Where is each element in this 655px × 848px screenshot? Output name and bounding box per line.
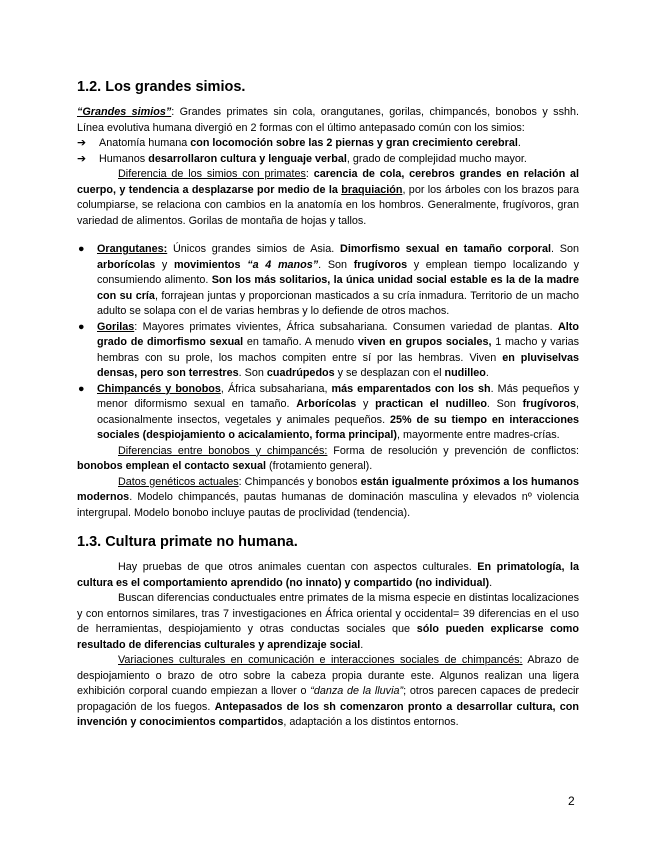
arrow-item-culture: ➔ Humanos desarrollaron cultura y lenguaje verbal, grado de complejidad mucho mayor. — [77, 152, 579, 168]
culture-paragraph-2: Buscan diferencias conductuales entre primates de la misma especie en distintas localizaciones y con entornos similares, tras 7 investigaciones en África oriental y occidental= 39 diferencias en el uso de herramientas, despiojamiento y otras conductas sociales que sólo pueden explicarse como resultado de diferencias culturales y aprendizaje social. — [77, 592, 579, 651]
differences-paragraph: Diferencia de los simios con primates: carencia de cola, cerebros grandes en relación al cuerpo, y tendencia a desplazarse por medio de la braquiación, por los árboles con los brazos para columpiarse, se relaciona con cambios en la anatomía en los hombros. Generalmente, frugívoros, gran variedad de alimentos. Gorilas de montaña de hojas y tallos. — [77, 168, 580, 227]
arrow-item-anatomy: ➔ Anatomía humana con locomoción sobre las 2 piernas y gran crecimiento cerebral. — [77, 136, 579, 152]
intro-paragraph: “Grandes simios”: Grandes primates sin cola, orangutanes, gorilas, chimpancés, bonobos y sshh. Línea evolutiva humana divergió en 2 formas con el último antepasado común con los simios: — [77, 106, 579, 134]
bullet-icon: ● — [78, 243, 85, 255]
arrow-right-icon: ➔ — [77, 137, 87, 149]
list-item-chimpances: ● Chimpancés y bonobos, África subsahariana, más emparentados con los sh. Más pequeños y menor diformismo sexual en tamaño. Arborícolas y practican el nudilleo. Son frugívoros, ocasionalmente insectos, vegetales y animales pequeños. 25% de su tiempo en interacciones sociales (despiojamiento o acicalamiento, forma principal), mayormente entre madres-crías. — [78, 382, 579, 441]
culture-paragraph-3: Variaciones culturales en comunicación e interacciones sociales de chimpancés: Abrazo de despiojamiento o brazo de otro sobre la cabeza propia durante este. Algunos realizan una ligera exhibición corporal cuando empiezan a llover o “danza de la lluvia”; otros parecen capaces de predecir propagación de los fuegos. Antepasados de los sh comenzaron pronto a desarrollar cultura, con invención y conocimientos compartidos, adaptación a los distintos entornos. — [77, 654, 580, 728]
bullet-icon: ● — [78, 382, 85, 395]
list-item-orangutanes: ● Orangutanes: Únicos grandes simios de Asia. Dimorfismo sexual en tamaño corporal. Son arborícolas y movimientos “a 4 manos”. Son frugívoros y emplean tiempo localizando y consumiendo alimento. Son los más solitarios, la única unidad social estable es la de la madre con su cría, forrajean juntas y proporcionan masticados a su cría inmadura. Territorio de un macho adulto se solapa con el de varias hembras y lo defiende de otros machos. — [78, 243, 580, 317]
list-item-gorilas: ● Gorilas: Mayores primates vivientes, África subsahariana. Consumen variedad de plantas. Alto grado de dimorfismo sexual en tamaño. A menudo viven en grupos sociales, 1 macho y varias hembras con su prole, los machos compiten entre sí por las hembras. Viven en pluviselvas densas, pero son terrestres. Son cuadrúpedos y se desplazan con el nudilleo. — [78, 320, 580, 379]
arrow-right-icon: ➔ — [77, 152, 87, 165]
culture-paragraph-1: Hay pruebas de que otros animales cuentan con aspectos culturales. En primatología, la cultura es el comportamiento aprendido (no innato) y compartido (no individual). — [77, 561, 580, 589]
species-list — [77, 242, 579, 444]
conflict-paragraph: Diferencias entre bonobos y chimpancés: Forma de resolución y prevención de conflictos: bonobos emplean el contacto sexual (frotamiento general). — [77, 444, 579, 472]
section-heading-1-2: 1.2. Los grandes simios. — [77, 79, 246, 95]
section-heading-1-3: 1.3. Cultura primate no humana. — [77, 534, 298, 550]
bullet-icon: ● — [78, 320, 85, 333]
genetic-paragraph: Datos genéticos actuales: Chimpancés y bonobos están igualmente próximos a los humanos modernos. Modelo chimpancés, pautas humanas de dominación masculina y elevados nº violencia intergrupal. Modelo bonobo incluye pautas de proclividad (tendencia). — [77, 475, 580, 519]
page-number: 2 — [568, 794, 575, 808]
page-content — [77, 78, 579, 731]
